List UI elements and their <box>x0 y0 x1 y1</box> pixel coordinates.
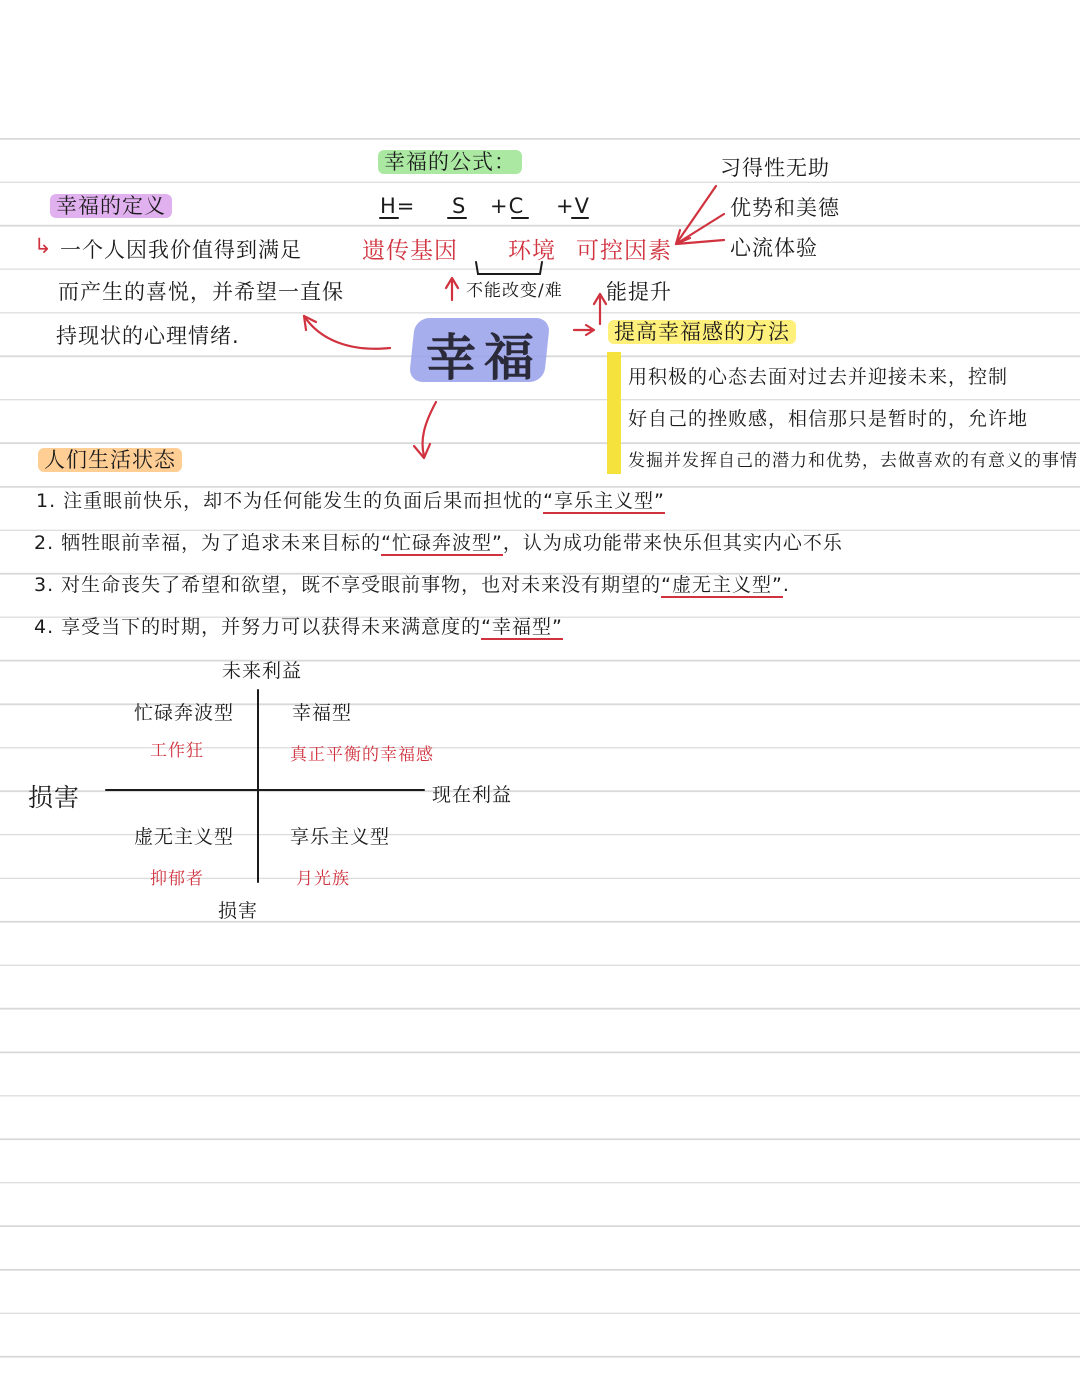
formula-fixed-note: 不能改变/难 <box>466 281 563 301</box>
arrow-to-life-states <box>414 402 436 458</box>
life-state-3-pre: 3. 对生命丧失了希望和欲望，既不享受眼前事物，也对未来没有期望的 <box>34 574 662 596</box>
definition-arrow-icon: ↳ <box>34 234 53 258</box>
quadrant-top-right-note: 真正平衡的幸福感 <box>290 745 434 765</box>
life-state-3-highlight: “虚无主义型” <box>661 574 783 596</box>
formula-term-s: 遗传基因 <box>362 238 458 264</box>
methods-line-3: 发掘并发挥自己的潜力和优势，去做喜欢的有意义的事情 <box>628 451 1078 471</box>
life-state-4-highlight: “幸福型” <box>481 616 563 638</box>
definition-line-3: 持现状的心理情绪. <box>56 324 240 348</box>
life-state-4-pre: 4. 享受当下的时期，并努力可以获得未来满意度的 <box>34 616 482 638</box>
formula-improve-note: 能提升 <box>606 280 672 304</box>
formula-h: H= <box>380 194 416 218</box>
formula-v: +V <box>556 194 590 218</box>
quadrant-axis-bottom: 损害 <box>218 900 259 922</box>
formula-title-text: 幸福的公式： <box>378 150 522 174</box>
life-states-title-text: 人们生活状态 <box>38 448 182 472</box>
arrow-to-definition <box>304 316 390 349</box>
methods-line-2: 好自己的挫败感，相信那只是暂时的，允许地 <box>628 408 1029 430</box>
quadrant-bottom-left-note: 抑郁者 <box>150 869 204 889</box>
quadrant-axis-left: 损害 <box>28 783 81 812</box>
life-state-2-post: ，认为成功能带来快乐但其实内心不乐 <box>502 532 843 554</box>
life-state-3-post: . <box>782 574 790 596</box>
quadrant-top-left-label: 忙碌奔波型 <box>134 702 235 724</box>
arrow-up-improve <box>594 294 606 324</box>
arrow-to-methods <box>574 325 594 335</box>
formula-c: +C <box>490 194 525 218</box>
life-state-1-highlight: “享乐主义型” <box>543 490 665 512</box>
factor-arrows <box>676 186 724 244</box>
definition-title-text: 幸福的定义 <box>50 194 172 218</box>
formula-s: S <box>452 194 467 218</box>
formula-factor-1: 习得性无助 <box>720 156 830 180</box>
arrow-up-fixed <box>446 278 458 300</box>
center-word: 幸福 <box>426 328 542 387</box>
quadrant-bottom-right-label: 享乐主义型 <box>290 826 391 848</box>
formula-factor-2: 优势和美德 <box>730 196 840 220</box>
quadrant-bottom-right-note: 月光族 <box>296 869 350 889</box>
formula-factor-3: 心流体验 <box>730 236 818 260</box>
life-state-2-pre: 2. 牺牲眼前幸福，为了追求未来目标的 <box>34 532 382 554</box>
quadrant-axis-top: 未来利益 <box>222 660 303 682</box>
quadrant-top-right-label: 幸福型 <box>292 702 353 724</box>
quadrant-axis-right: 现在利益 <box>432 784 513 806</box>
quadrant-top-left-note: 工作狂 <box>150 741 204 761</box>
life-state-2-highlight: “忙碌奔波型” <box>381 532 503 554</box>
quadrant-bottom-left-label: 虚无主义型 <box>134 826 235 848</box>
life-state-1-pre: 1. 注重眼前快乐，却不为任何能发生的负面后果而担忧的 <box>36 490 544 512</box>
methods-line-1: 用积极的心态去面对过去并迎接未来，控制 <box>628 366 1009 388</box>
formula-term-v: 可控因素 <box>576 238 672 264</box>
fixed-bracket <box>476 262 542 274</box>
methods-title-text: 提高幸福感的方法 <box>608 320 796 344</box>
definition-line-1: 一个人因我价值得到满足 <box>60 238 302 262</box>
definition-line-2: 而产生的喜悦，并希望一直保 <box>58 280 344 304</box>
formula-term-c: 环境 <box>508 238 556 264</box>
